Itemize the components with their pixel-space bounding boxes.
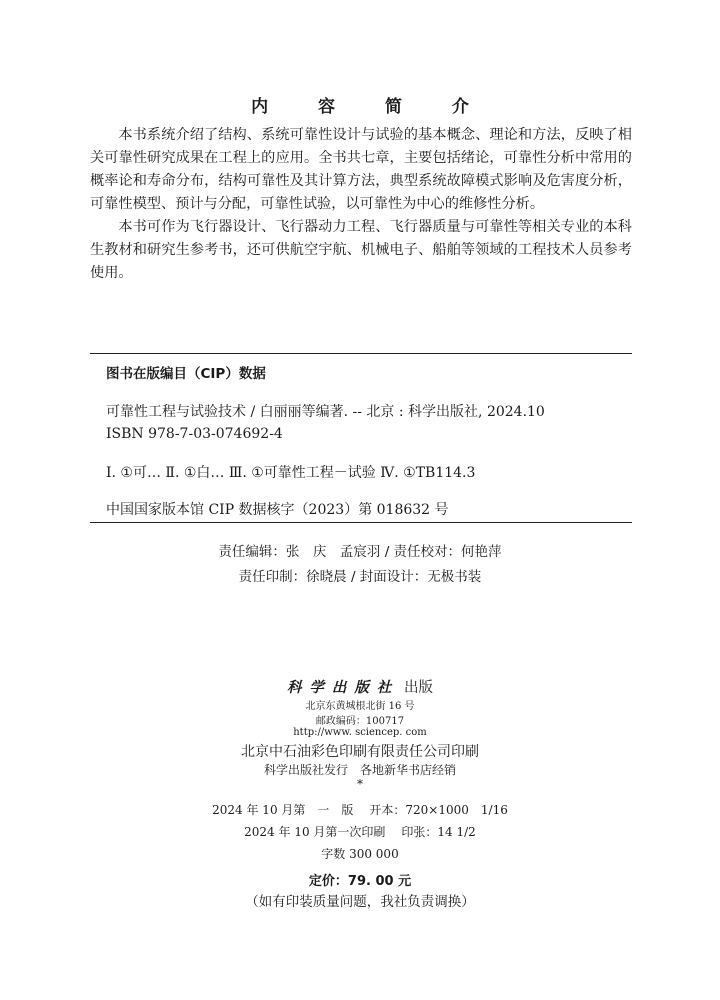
publisher-brand: 科学出版社 [286, 679, 400, 696]
separator-star: * [357, 777, 363, 791]
publisher-postcode: 邮政编码：100717 [315, 716, 405, 727]
cip-classification: Ⅰ. ①可… Ⅱ. ①白… Ⅲ. ①可靠性工程－试验 Ⅳ. ①TB114.3 [106, 465, 476, 481]
quality-notice: （如有印装质量问题，我社负责调换） [245, 894, 475, 910]
intro-paragraph: 本书可作为飞行器设计、飞行器动力工程、飞行器质量与可靠性等相关专业的本科生教材和研究生参考书，还可供航空宇航、机械电子、船舶等领域的工程技术人员参考使用。 [90, 219, 632, 281]
publisher-suffix: 出版 [404, 680, 434, 696]
intro-title: 内 容 简 介 [251, 97, 491, 117]
cip-title: 图书在版编目（CIP）数据 [106, 366, 266, 382]
cip-isbn: ISBN 978-7-03-074692-4 [106, 426, 283, 442]
distribution-line: 科学出版社发行 各地新华书店经销 [263, 763, 456, 777]
credits-production: 责任印制：徐晓晨 / 封面设计：无极书装 [238, 569, 482, 585]
print-sheets: 印张：14 1/2 [401, 825, 476, 839]
edition-date: 2024 年 10 月第 一 版 [212, 803, 354, 817]
printer-line: 北京中石油彩色印刷有限责任公司印刷 [241, 744, 479, 760]
publisher-line [0, 676, 720, 697]
word-count: 字数 300 000 [321, 847, 399, 861]
cip-approval: 中国国家版本馆 CIP 数据核字（2023）第 018632 号 [106, 502, 449, 518]
page-format: 开本：720×1000 1/16 [369, 803, 508, 817]
printing-date: 2024 年 10 月第一次印刷 [244, 825, 386, 839]
printing-line [0, 823, 720, 840]
intro-paragraph: 本书系统介绍了结构、系统可靠性设计与试验的基本概念、理论和方法，反映了相关可靠性研究成果在工程上的应用。全书共七章，主要包括绪论，可靠性分析中常用的概率论和寿命分布，结构可靠性及其计算方法，典型系统故障模式影响及危害度分析，可靠性模型、预计与分配，可靠性试验，以可靠性为中心的维修性分析。 [90, 127, 632, 212]
credits-editors: 责任编辑：张 庆 孟宸羽 / 责任校对：何艳萍 [218, 544, 502, 560]
edition-line [0, 801, 720, 818]
price: 定价：79. 00 元 [308, 874, 412, 889]
publisher-website: http://www. sciencep. com [293, 727, 427, 738]
publisher-address: 北京东黄城根北街 16 号 [305, 701, 415, 712]
cip-block [90, 353, 632, 523]
intro-section [90, 124, 632, 285]
cip-record: 可靠性工程与试验技术 / 白丽丽等编著. -- 北京 : 科学出版社, 2024.10 [106, 404, 545, 420]
